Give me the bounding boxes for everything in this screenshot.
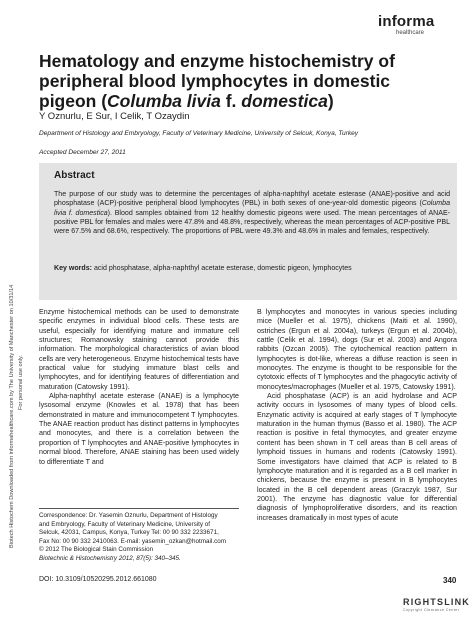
affiliation: Department of Histology and Embryology, Faculty of Veterinary Medicine, University of Selcuk, Konya, Turkey xyxy=(39,130,359,137)
footnote-rule xyxy=(39,508,239,509)
title-line3: pigeon (Columba livia f. domestica) xyxy=(39,91,334,111)
body-paragraph: Acid phosphatase (ACP) is an acid hydrolase and ACP activity occurs in lysosomes of many types of blood cells. Enzymatic activity is acquired at early stages of T lymphocyte maturation in the human thymus (Basso et al. 1980). The ACP reaction is positive in fetal thymocytes, and greater enzyme content has been shown in T cell areas than B cell areas of lymphoid tissues in humans and rodents (Catowsky 1991). Some investigators have claimed that ACP is related to B lymphocyte maturation and it is regarded as a B cell marker in chickens, because the enzyme is present in B lymphocytes located in the B cell dependent areas (Graczyk 1987, Sur 2001). The enzyme has diagnostic value for differential diagnosis of lymphoproliferative disorders, and its reaction increases dramatically in most types of acute xyxy=(257,392,457,522)
body-column-right xyxy=(257,308,457,523)
journal-citation: Biotechnic & Histochemistry 2012, 87(5): 340–345. xyxy=(39,554,181,562)
abstract-heading: Abstract xyxy=(54,170,95,181)
body-column-left xyxy=(39,308,239,467)
publisher-sub: healthcare xyxy=(396,30,425,36)
doi-link[interactable]: DOI: 10.3109/10520295.2012.661080 xyxy=(39,576,157,583)
body-paragraph: Alpha-naphthyl acetate esterase (ANAE) is a lymphocyte lysosomal enzyme (Knowles et al. 1978) that has been demonstrated in mature and immunocompetent T lymphocytes. The ANAE reaction product has distinct patterns in lymphocytes and monocytes, and there is a correlation between the proportion of T lymphocytes and ANAE-positive lymphocytes in normal blood. Therefore, ANAE staining has been used widely to differentiate T and xyxy=(39,392,239,466)
side-note-line1: Biotech Histochem Downloaded from informahealthcare.com by The University of Manchester on 10/31/14 xyxy=(9,284,15,548)
accepted-date: Accepted December 27, 2011 xyxy=(39,149,126,156)
page-number: 340 xyxy=(443,576,457,585)
abstract-text: The purpose of our study was to determine the percentages of alpha-naphthyl acetate esterase (ANAE)-positive and acid phosphatase (ACP)-positive peripheral blood lymphocytes (PBL) in both sexes of one-year-old domestic pigeons (Columba livia f. domestica). Blood samples obtained from 12 healthy domestic pigeons were used. The mean percentages of ANAE-positive PBL for females and males were 47.8% and 48.8%, respectively, whereas the mean percentages of ACP-positive PBL were 67.5% and 68.6%, respectively. The proportions of PBL were 49.3% and 48.6% in males and females, respectively. xyxy=(54,191,450,236)
rightslink-logo[interactable]: RIGHTSLINK xyxy=(403,597,470,607)
keywords: Key words: acid phosphatase, alpha-naphthyl acetate esterase, domestic pigeon, lymphocytes xyxy=(54,265,352,272)
publisher-logo: informa xyxy=(378,13,435,30)
body-paragraph: Enzyme histochemical methods can be used to demonstrate specific enzymes in individual blood cells. These tests are useful, especially for identifying mature and immature cell structures; Romanowsky staining cannot provide this information. The morphological characteristics of avian blood cells are very heterogeneous. Enzyme histochemical tests have practical value for studying immature blast cells and lymphocytes, and for identifying features of differentiation and maturation (Catowsky 1991). xyxy=(39,308,239,391)
title-line2: peripheral blood lymphocytes in domestic xyxy=(39,71,391,91)
title-line1: Hematology and enzyme histochemistry of xyxy=(39,51,395,71)
correspondence-note: Correspondence: Dr. Yasemin Oznurlu, Department of Histology and Embryology, Faculty of Veterinary Medicine, University of Selcuk, 42031, Campus, Konya, Turkey Tel: 00 90 332 2233671, Fax No: 00 90 332 2410063. E-mail: yasemin_ozkan@hotmail.com © 2012 The Biological Stain Commission Biotechnic & Histochemistry 2012, 87(5): 340–345. xyxy=(39,512,249,563)
authors: Y Oznurlu, E Sur, I Celik, T Ozaydin xyxy=(39,111,190,122)
side-note-line2: For personal use only. xyxy=(18,355,24,410)
rightslink-sub: Copyright Clearance Center xyxy=(403,608,460,612)
paper-title xyxy=(39,51,459,111)
download-side-note xyxy=(4,160,30,550)
body-paragraph: B lymphocytes and monocytes in various species including mice (Mueller et al. 1975), chickens (Maiti et al. 1990), ostriches (Ergun et al. 2004a), turkeys (Ergun et al. 2004b), cattle (Celik et al. 1994), dogs (Sur et al. 2003) and Angora rabbits (Ozcan 2005). The cytochemical reaction pattern in lymphocytes is dot-like, whereas a diffuse reaction is seen in monocytes. The enzyme is thought to be responsible for the cytotoxic effects of T lymphocytes and the phagocytic activity of monocytes/macrophages (Mueller et al. 1975, Catowsky 1991). xyxy=(257,308,457,391)
